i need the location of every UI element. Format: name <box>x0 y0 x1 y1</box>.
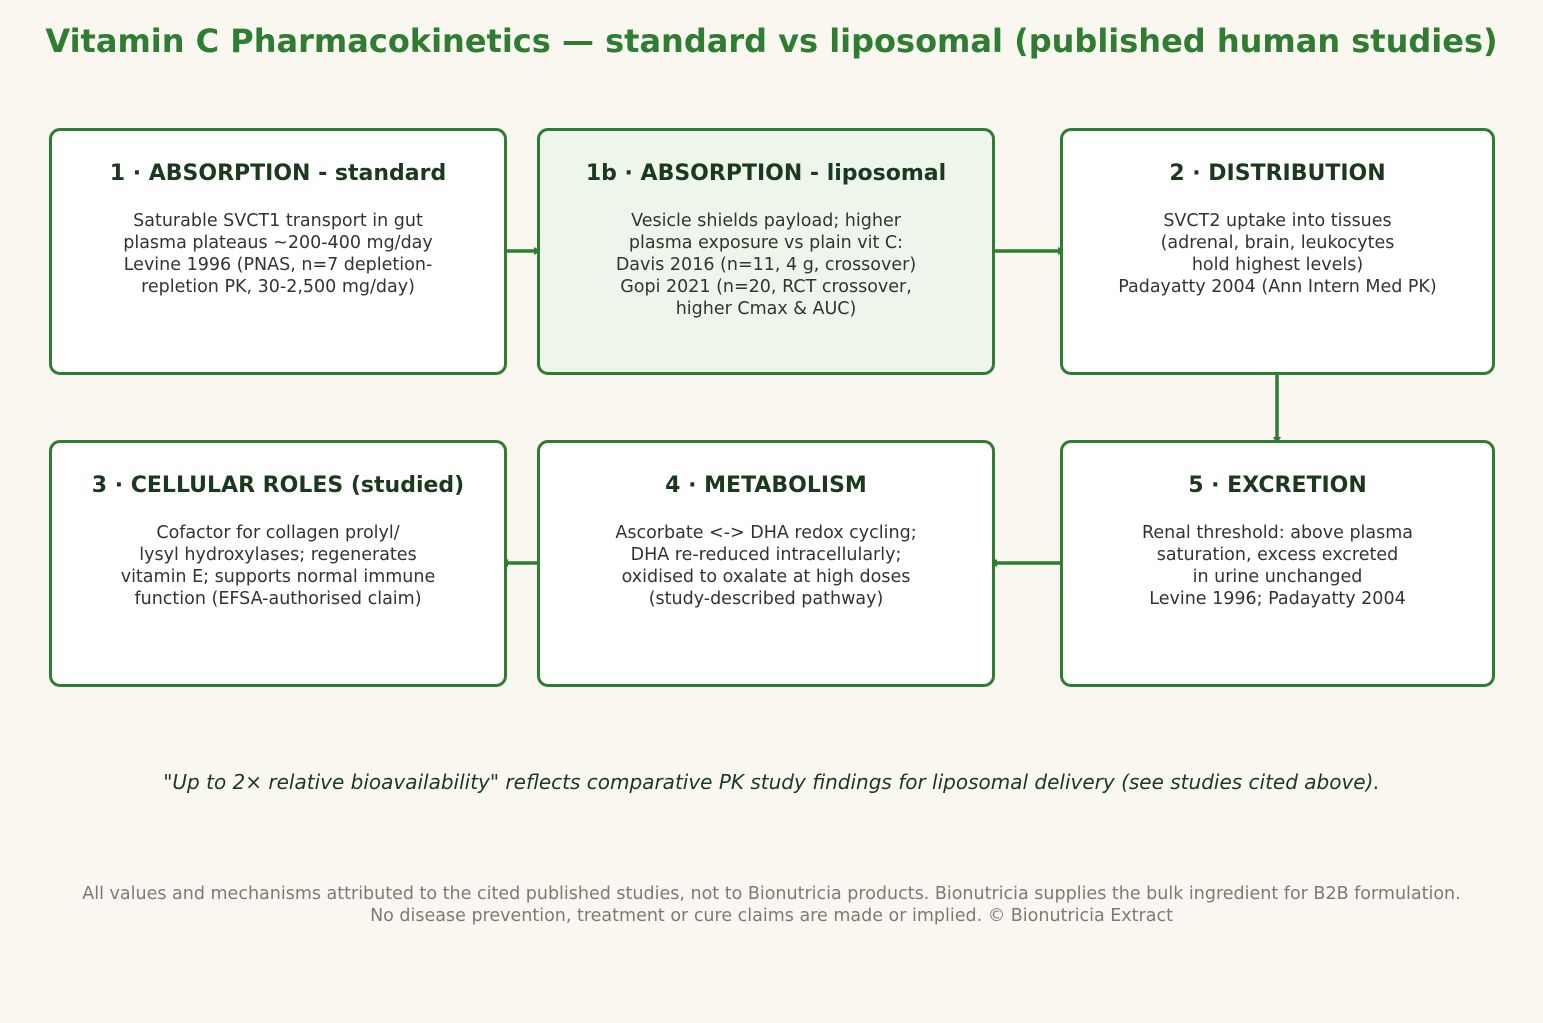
box-body <box>52 210 504 298</box>
box-line: Gopi 2021 (n=20, RCT crossover, <box>620 277 912 297</box>
box-metabolism <box>537 440 995 687</box>
box-line: higher Cmax & AUC) <box>675 299 857 319</box>
box-line: hold highest levels) <box>1191 255 1364 275</box>
box-body <box>540 522 992 610</box>
box-body <box>1063 210 1492 298</box>
box-line: plasma exposure vs plain vit C: <box>628 233 904 253</box>
box-line: oxidised to oxalate at high doses <box>621 567 911 587</box>
box-line: Renal threshold: above plasma <box>1141 523 1414 543</box>
box-title: 1 · ABSORPTION - standard <box>109 161 447 186</box>
box-line: (adrenal, brain, leukocytes <box>1160 233 1395 253</box>
box-absorption-liposomal <box>537 128 995 375</box>
box-line: Vesicle shields payload; higher <box>631 211 901 231</box>
disclaimer-line: No disease prevention, treatment or cure claims are made or implied. © Bionutricia Extract <box>370 906 1173 926</box>
box-line: Ascorbate <-> DHA redox cycling; <box>615 523 917 543</box>
box-title: 2 · DISTRIBUTION <box>1169 161 1386 186</box>
box-cellular-roles <box>49 440 507 687</box>
box-body <box>52 522 504 610</box>
box-line: plasma plateaus ~200-400 mg/day <box>123 233 433 253</box>
box-title: 5 · EXCRETION <box>1188 473 1367 498</box>
box-line: Levine 1996; Padayatty 2004 <box>1149 589 1406 609</box>
box-line: Davis 2016 (n=11, 4 g, crossover) <box>615 255 917 275</box>
box-line: Saturable SVCT1 transport in gut <box>133 211 423 231</box>
box-line: Padayatty 2004 (Ann Intern Med PK) <box>1118 277 1437 297</box>
box-line: Levine 1996 (PNAS, n=7 depletion- <box>123 255 433 275</box>
box-absorption-standard <box>49 128 507 375</box>
box-line: repletion PK, 30-2,500 mg/day) <box>141 277 415 297</box>
box-title: 1b · ABSORPTION - liposomal <box>585 161 947 186</box>
box-line: function (EFSA-authorised claim) <box>134 589 422 609</box>
diagram-title: Vitamin C Pharmacokinetics — standard vs liposomal (published human studies) <box>45 22 1498 60</box>
box-title: 4 · METABOLISM <box>665 473 867 498</box>
box-line: (study-described pathway) <box>648 589 884 609</box>
box-line: lysyl hydroxylases; regenerates <box>139 545 417 565</box>
box-line: Cofactor for collagen prolyl/ <box>156 523 400 543</box>
box-title: 3 · CELLULAR ROLES (studied) <box>91 473 465 498</box>
box-excretion <box>1060 440 1495 687</box>
box-line: DHA re-reduced intracellularly; <box>630 545 902 565</box>
box-distribution <box>1060 128 1495 375</box>
bioavailability-note: "Up to 2× relative bioavailability" reflects comparative PK study findings for liposomal delivery (see studies cited above). <box>163 770 1380 794</box>
box-line: in urine unchanged <box>1192 567 1363 587</box>
box-line: saturation, excess excreted <box>1156 545 1399 565</box>
disclaimer <box>0 883 1543 927</box>
box-body <box>1063 522 1492 610</box>
box-line: vitamin E; supports normal immune <box>120 567 436 587</box>
disclaimer-line: All values and mechanisms attributed to the cited published studies, not to Bionutricia products. Bionutricia supplies the bulk ingredient for B2B formulation. <box>82 884 1461 904</box>
box-body <box>540 210 992 320</box>
box-line: SVCT2 uptake into tissues <box>1163 211 1392 231</box>
